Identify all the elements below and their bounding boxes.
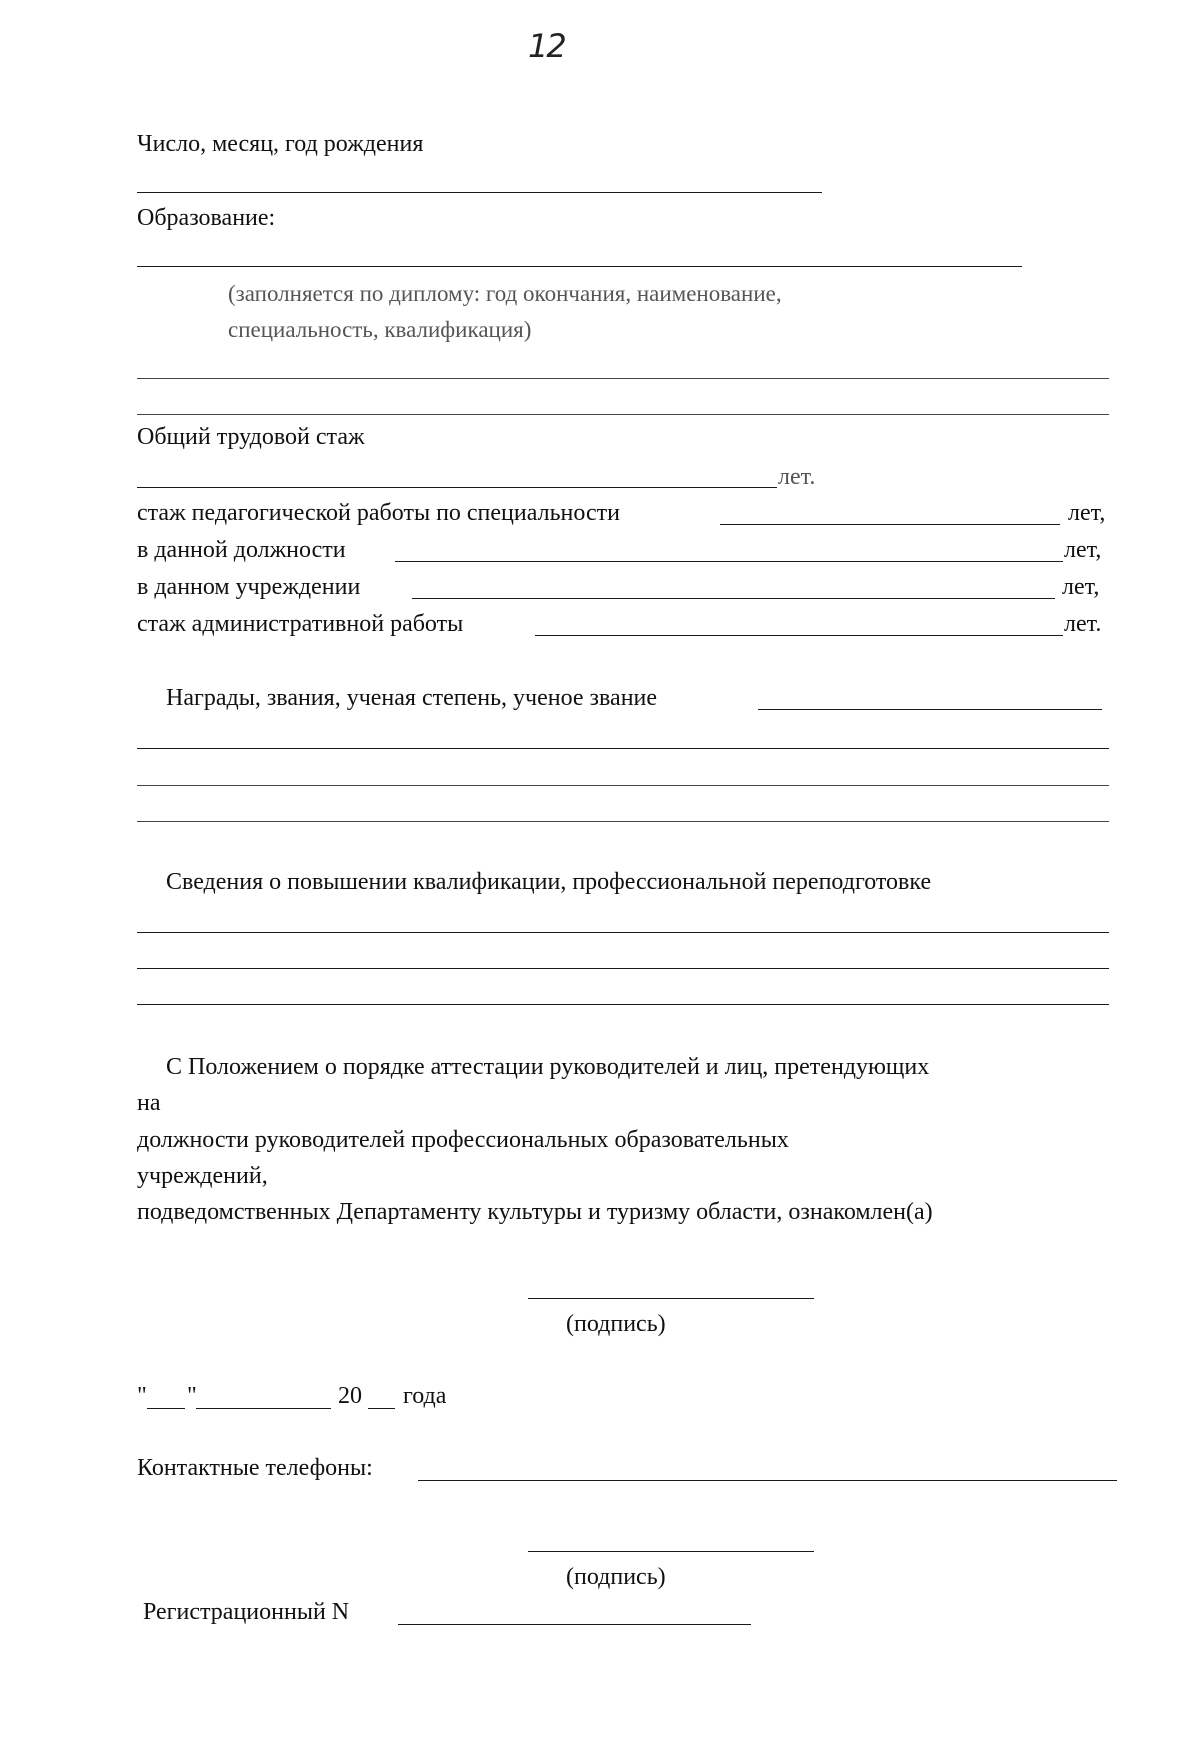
signature-field-line-2[interactable] bbox=[528, 1551, 814, 1552]
signature-label-1: (подпись) bbox=[566, 1311, 666, 1337]
education-hint-line-1: (заполняется по диплому: год окончания, наименование, bbox=[228, 281, 782, 306]
institution-experience-field-line[interactable] bbox=[412, 598, 1055, 599]
date-year-field-line[interactable] bbox=[368, 1408, 395, 1409]
signature-field-line-1[interactable] bbox=[528, 1298, 814, 1299]
registration-number-field-line[interactable] bbox=[398, 1624, 751, 1625]
qualification-field-line-2[interactable] bbox=[137, 968, 1109, 969]
ped-experience-field-line[interactable] bbox=[720, 524, 1060, 525]
date-day-field-line[interactable] bbox=[147, 1408, 185, 1409]
total-experience-years-suffix: лет. bbox=[778, 464, 816, 490]
awards-field-line-4[interactable] bbox=[137, 821, 1109, 822]
institution-experience-label: в данном учреждении bbox=[137, 574, 361, 600]
date-quote-open: " bbox=[137, 1383, 147, 1409]
total-experience-field-line[interactable] bbox=[137, 487, 777, 488]
phones-field-line[interactable] bbox=[418, 1480, 1117, 1481]
awards-label: Награды, звания, ученая степень, ученое звание bbox=[166, 685, 658, 711]
statement-line-3: должности руководителей профессиональных образовательных bbox=[137, 1127, 789, 1153]
signature-label-2: (подпись) bbox=[566, 1564, 666, 1590]
awards-field-line-1[interactable] bbox=[758, 709, 1102, 710]
statement-line-2: на bbox=[137, 1090, 161, 1116]
date-suffix: года bbox=[403, 1383, 447, 1409]
date-century: 20 bbox=[338, 1383, 362, 1409]
position-experience-field-line[interactable] bbox=[395, 561, 1063, 562]
total-experience-label: Общий трудовой стаж bbox=[137, 424, 365, 450]
birth-date-label: Число, месяц, год рождения bbox=[137, 131, 424, 157]
ped-experience-years-suffix: лет, bbox=[1068, 500, 1106, 526]
education-field-line-2[interactable] bbox=[137, 378, 1109, 379]
institution-experience-years-suffix: лет, bbox=[1062, 574, 1100, 600]
awards-field-line-3[interactable] bbox=[137, 785, 1109, 786]
education-field-line-1[interactable] bbox=[137, 266, 1022, 267]
admin-experience-years-suffix: лет. bbox=[1064, 611, 1102, 637]
admin-experience-label: стаж административной работы bbox=[137, 611, 464, 637]
education-field-line-3[interactable] bbox=[137, 414, 1109, 415]
awards-field-line-2[interactable] bbox=[137, 748, 1109, 749]
qualification-field-line-3[interactable] bbox=[137, 1004, 1109, 1005]
statement-line-1: С Положением о порядке аттестации руководителей и лиц, претендующих bbox=[166, 1054, 930, 1080]
ped-experience-label: стаж педагогической работы по специальности bbox=[137, 500, 620, 526]
qualification-label: Сведения о повышении квалификации, профессиональной переподготовке bbox=[166, 869, 932, 895]
date-month-field-line[interactable] bbox=[196, 1408, 331, 1409]
page-number: 12 bbox=[528, 27, 565, 65]
position-experience-label: в данной должности bbox=[137, 537, 346, 563]
position-experience-years-suffix: лет, bbox=[1064, 537, 1102, 563]
education-label: Образование: bbox=[137, 205, 276, 231]
phones-label: Контактные телефоны: bbox=[137, 1455, 373, 1481]
birth-date-field-line[interactable] bbox=[137, 192, 822, 193]
admin-experience-field-line[interactable] bbox=[535, 635, 1063, 636]
registration-label: Регистрационный N bbox=[143, 1599, 350, 1625]
date-quote-close: " bbox=[187, 1383, 197, 1409]
qualification-field-line-1[interactable] bbox=[137, 932, 1109, 933]
statement-line-5: подведомственных Департаменту культуры и туризму области, ознакомлен(а) bbox=[137, 1199, 933, 1225]
statement-line-4: учреждений, bbox=[137, 1163, 268, 1189]
education-hint-line-2: специальность, квалификация) bbox=[228, 317, 532, 342]
